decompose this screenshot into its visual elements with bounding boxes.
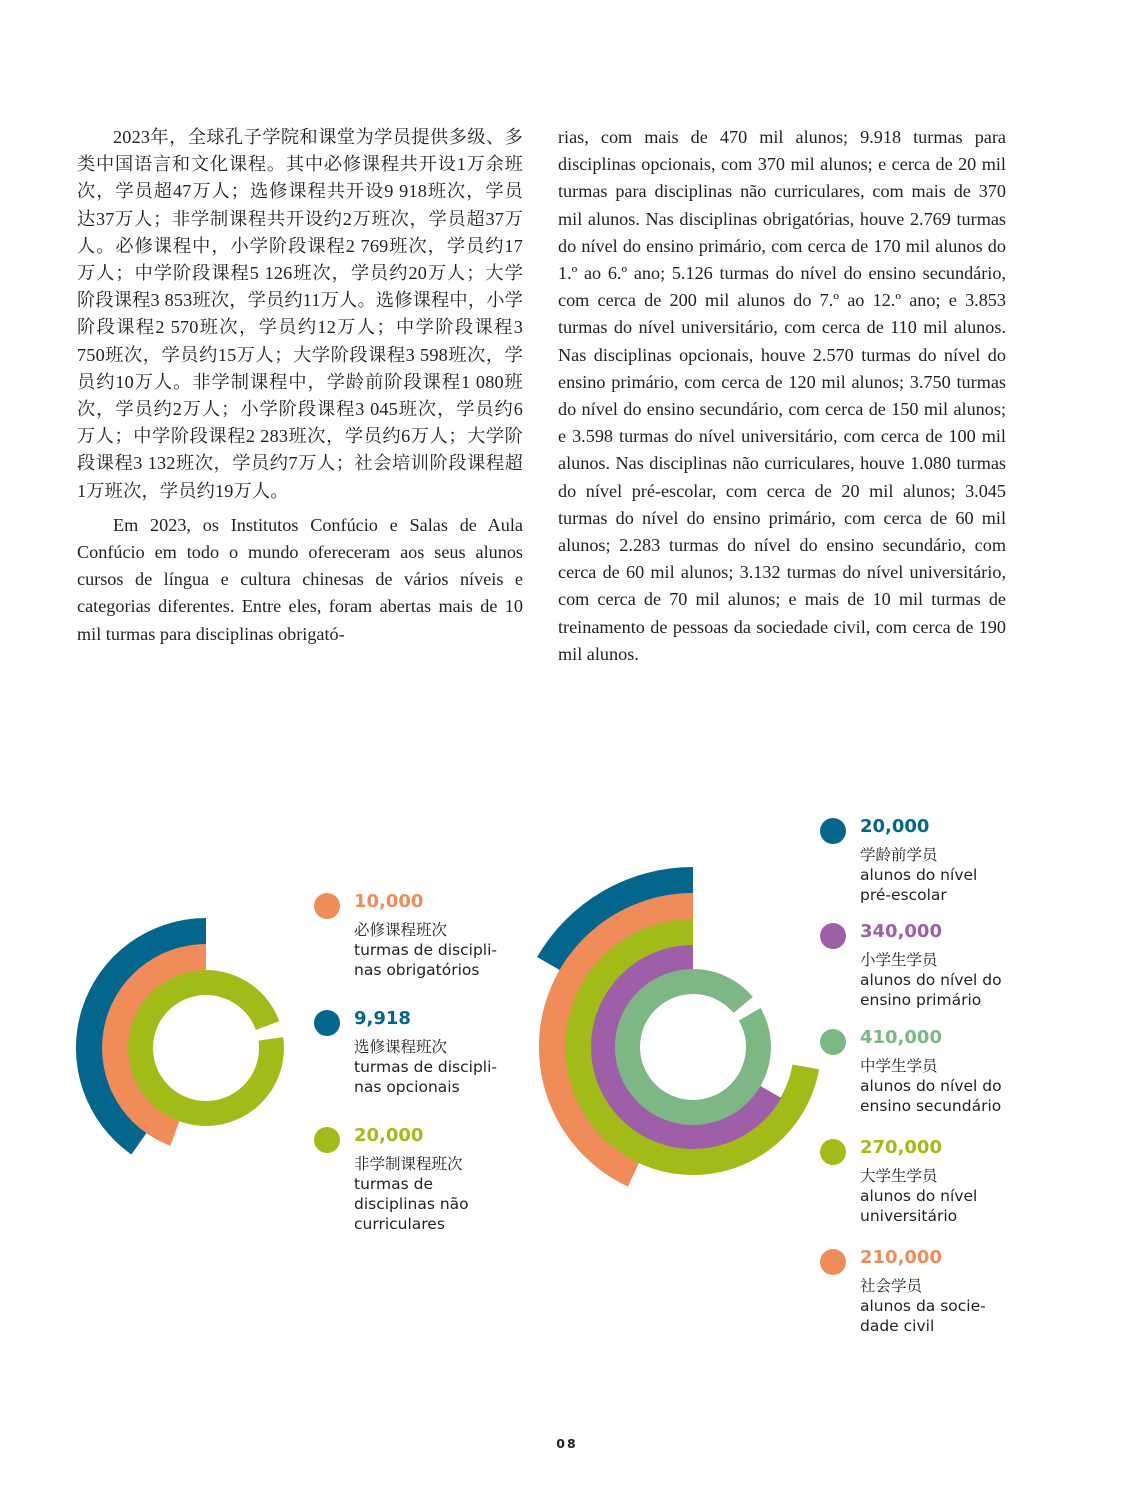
legend-dot: [314, 1127, 340, 1153]
legend-label: 社会学员 alunos da socie- dade civil: [860, 1277, 986, 1335]
legend-dot: [820, 1249, 846, 1275]
legend-label: 选修课程班次 turmas de discipli- nas opcionais: [354, 1038, 497, 1096]
legend-value: 10,000: [354, 891, 424, 912]
legend-value: 9,918: [354, 1008, 411, 1029]
legend-label: 小学生学员 alunos do nível do ensino primário: [860, 951, 1002, 1009]
secondary-students-ring-part: [693, 969, 753, 1013]
non-curricular-classes-ring-part: [206, 970, 279, 1030]
legend-label: 大学生学员 alunos do nível universitário: [860, 1167, 978, 1225]
legend-value: 210,000: [860, 1247, 942, 1268]
legend-dot: [820, 1029, 846, 1055]
portuguese-paragraph-start: Em 2023, os Institutos Confúcio e Salas de Aula Confúcio em todo o mundo ofereceram aos seus alunos cursos de língua e cultura chinesas de vários níveis e categorias diferentes. Entre eles, foram abertas mais de 10 mil turmas para disciplinas obrigató-: [77, 514, 523, 644]
legend-label: 非学制课程班次 turmas de disciplinas não curriculares: [354, 1155, 469, 1233]
portuguese-paragraph-continued: rias, com mais de 470 mil alunos; 9.918 turmas para disciplinas opcionais, com 370 mil alunos; e cerca de 20 mil turmas para disciplinas não curriculares, com mais de 370 mil alunos. Nas disciplinas obrigatórias, houve 2.769 turmas do nível do ensino primário, com cerca de 170 mil alunos do 1.º ao 6.º ano; 5.126 turmas do nível do ensino secundário, com cerca de 200 mil alunos do 7.º ao 12.º ano; e 3.853 turmas do nível universitário, com cerca de 110 mil alunos. Nas disciplinas opcionais, houve 2.570 turmas do nível do ensino primário, com cerca de 120 mil alunos; 3.750 turmas do nível do ensino secundário, com cerca de 150 mil alunos; e 3.598 turmas do nível universitário, com cerca de 100 mil alunos. Nas disciplinas não curriculares, houve 1.080 turmas do nível pré-escolar, com cerca de 20 mil alunos; 3.045 turmas do nível do ensino primário, com cerca de 60 mil alunos; 2.283 turmas do nível do ensino secundário, com cerca de 60 mil alunos; 3.132 turmas do nível universitário, com cerca de 70 mil alunos; e mais de 10 mil turmas de treinamento de pessoas da sociedade civil, com cerca de 190 mil alunos.: [558, 127, 1006, 664]
legend-dot: [820, 818, 846, 844]
legend-dot: [820, 923, 846, 949]
legend-value: 270,000: [860, 1137, 942, 1158]
chinese-paragraph: 2023年，全球孔子学院和课堂为学员提供多级、多类中国语言和文化课程。其中必修课程共开设1万余班次，学员超47万人；选修课程共开设9 918班次，学员达37万人；非学制课程共开设约2万班次，学员超37万人。必修课程中，小学阶段课程2 769班次，学员约17万人；中学阶段课程5 126班次，学员约20万人；大学阶段课程3 853班次，学员约11万人。选修课程中，小学阶段课程2 570班次，学员约12万人；中学阶段课程3 750班次，学员约15万人；大学阶段课程3 598班次，学员约10万人。非学制课程中，学龄前阶段课程1 080班次，学员约2万人；小学阶段课程3 045班次，学员约6万人；中学阶段课程2 283班次，学员约6万人；大学阶段课程3 132班次，学员约7万人；社会培训阶段课程超1万班次，学员约19万人。: [77, 127, 523, 501]
legend-value: 20,000: [860, 816, 930, 837]
legend-dot: [314, 893, 340, 919]
page-number: 08: [556, 1436, 578, 1451]
legend-value: 20,000: [354, 1125, 424, 1146]
legend-value: 340,000: [860, 921, 942, 942]
legend-dot: [820, 1139, 846, 1165]
legend-label: 中学生学员 alunos do nível do ensino secundário: [860, 1057, 1002, 1115]
students-ring-chart: [537, 867, 819, 1187]
legend-value: 410,000: [860, 1027, 942, 1048]
legend-label: 学龄前学员 alunos do nível pré-escolar: [860, 846, 978, 904]
classes-ring-chart: [76, 918, 284, 1155]
legend-dot: [314, 1010, 340, 1036]
legend-label: 必修课程班次 turmas de discipli- nas obrigatórios: [354, 921, 497, 979]
